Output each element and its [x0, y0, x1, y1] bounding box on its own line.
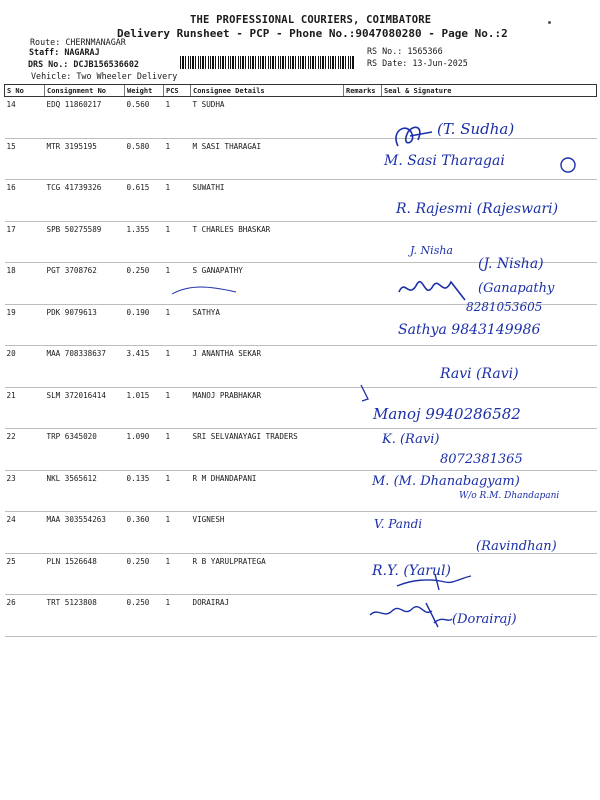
col-weight: Weight	[125, 85, 164, 97]
pcs-value: 1	[165, 183, 171, 192]
pcs-value: 1	[165, 224, 171, 234]
weight-value: 0.615	[126, 183, 150, 192]
sno-value: 19	[6, 307, 16, 317]
rs-no-line	[367, 46, 443, 56]
rs-date-line	[367, 58, 468, 68]
table-row	[5, 138, 597, 180]
consignee-value: DORAIRAJ	[192, 598, 230, 607]
cell-pcs	[164, 470, 191, 512]
consignment-value: PDK 9079613	[46, 307, 97, 317]
signature-18-nisha-name: (J. Nisha)	[478, 256, 544, 272]
company-name: THE PROFESSIONAL COURIERS, COIMBATORE	[190, 14, 432, 26]
signature-24: V. Pandi	[374, 517, 423, 531]
weight-value: 0.250	[126, 266, 150, 275]
weight-value: 0.190	[126, 307, 150, 317]
pcs-value: 1	[165, 266, 171, 275]
cell-weight	[125, 429, 164, 471]
pen-mark-21	[358, 383, 372, 405]
cell-weight	[125, 595, 164, 637]
weight-value: 1.355	[126, 224, 150, 234]
signature-19: Sathya 9843149986	[398, 322, 541, 338]
cell-consignment	[45, 97, 125, 139]
cell-consignment	[45, 429, 125, 471]
signature-scribble-14	[388, 120, 440, 154]
consignment-value: MTR 3195195	[46, 141, 97, 151]
pcs-value: 1	[165, 556, 171, 566]
cell-weight	[125, 263, 164, 305]
route-line	[30, 37, 126, 47]
signature-18-ganapathy: (Ganapathy	[478, 281, 555, 296]
cell-consignment	[45, 180, 125, 222]
cell-weight	[125, 97, 164, 139]
drs-label: DRS No.:	[28, 59, 69, 69]
signature-20: Ravi (Ravi)	[440, 366, 519, 382]
sno-value: 25	[6, 556, 16, 566]
cell-pcs	[164, 429, 191, 471]
staff-label: Staff:	[29, 47, 60, 57]
signature-17: R. Rajesmi (Rajeswari)	[396, 201, 559, 217]
signature-22-phone: 8072381365	[440, 452, 523, 467]
consignee-value: SRI SELVANAYAGI TRADERS	[192, 432, 298, 441]
consignment-value: TRP 6345020	[46, 432, 97, 441]
sno-value: 18	[6, 266, 16, 275]
cell-consignment	[45, 346, 125, 388]
consignment-value: EDQ 11860217	[46, 100, 102, 109]
sno-value: 21	[6, 390, 16, 400]
cell-pcs	[164, 346, 191, 388]
col-pcs: PCS	[164, 85, 191, 97]
consignee-value: R M DHANDAPANI	[192, 473, 257, 483]
signature-scribble-26	[366, 593, 456, 633]
cell-consignee	[191, 553, 344, 595]
cell-pcs	[164, 138, 191, 180]
cell-weight	[125, 346, 164, 388]
cell-consignment	[45, 512, 125, 554]
table-row	[5, 553, 597, 595]
consignment-value: SLM 372016414	[46, 390, 106, 400]
cell-consignee	[191, 595, 344, 637]
cell-sno	[5, 263, 45, 305]
staff-line	[29, 47, 100, 57]
route-value: CHERNMANAGAR	[65, 37, 126, 47]
sno-value: 26	[6, 598, 16, 607]
weight-value: 1.090	[126, 432, 150, 441]
cell-consignment	[45, 595, 125, 637]
cell-pcs	[164, 304, 191, 346]
cell-weight	[125, 387, 164, 429]
pcs-value: 1	[165, 307, 171, 317]
cell-sno	[5, 512, 45, 554]
cell-consignee	[191, 97, 344, 139]
vehicle-line	[31, 71, 177, 81]
signature-scribble-18	[395, 270, 475, 310]
consignee-value: MANOJ PRABHAKAR	[192, 390, 262, 400]
cell-pcs	[164, 512, 191, 554]
scan-speck	[548, 21, 551, 24]
col-consignment: Consignment No	[45, 85, 125, 97]
rs-date-label: RS Date:	[367, 58, 408, 68]
weight-value: 0.580	[126, 141, 150, 151]
signature-14: (T. Sudha)	[437, 120, 515, 138]
weight-value: 0.560	[126, 100, 150, 109]
signature-22: K. (Ravi)	[382, 432, 440, 447]
consignee-value: T SUDHA	[192, 100, 225, 109]
signature-25: R.Y. (Yarul)	[372, 563, 451, 579]
signature-15: M. Sasi Tharagai	[384, 153, 505, 169]
weight-value: 3.415	[126, 349, 150, 358]
drs-line	[28, 59, 139, 69]
cell-sno	[5, 553, 45, 595]
consignee-value: M SASI THARAGAI	[192, 141, 262, 151]
runsheet-title: Delivery Runsheet - PCP - Phone No.:9047080280 - Page No.:2	[117, 27, 508, 40]
consignment-value: MAA 303554263	[46, 515, 106, 524]
cell-pcs	[164, 180, 191, 222]
consignee-value: J ANANTHA SEKAR	[192, 349, 262, 358]
cell-remarks	[344, 221, 382, 263]
consignment-value: PLN 1526648	[46, 556, 97, 566]
signature-21: Manoj 9940286582	[373, 405, 521, 423]
consignee-value: SUWATHI	[192, 183, 225, 192]
consignee-value: VIGNESH	[192, 515, 225, 524]
signature-23-wife-of: W/o R.M. Dhandapani	[459, 491, 560, 501]
col-signature: Seal & Signature	[382, 85, 597, 97]
sno-value: 23	[6, 473, 16, 483]
cell-consignment	[45, 553, 125, 595]
cell-sno	[5, 138, 45, 180]
cell-remarks	[344, 180, 382, 222]
cell-weight	[125, 512, 164, 554]
rs-no-label: RS No.:	[367, 46, 403, 56]
cell-pcs	[164, 97, 191, 139]
cell-weight	[125, 470, 164, 512]
consignee-value: SATHYA	[192, 307, 220, 317]
cell-consignment	[45, 138, 125, 180]
signature-18-nisha: J. Nisha	[410, 244, 453, 257]
cell-consignee	[191, 429, 344, 471]
vehicle-label: Vehicle:	[31, 71, 72, 81]
cell-sno	[5, 387, 45, 429]
cell-consignment	[45, 470, 125, 512]
cell-consignment	[45, 221, 125, 263]
consignment-value: SPB 50275589	[46, 224, 102, 234]
cell-consignee	[191, 470, 344, 512]
cell-sno	[5, 595, 45, 637]
col-consignee: Consignee Details	[191, 85, 344, 97]
consignment-value: TCG 41739326	[46, 183, 102, 192]
signature-25-ravindhan: (Ravindhan)	[476, 539, 557, 554]
cell-sno	[5, 221, 45, 263]
sno-value: 22	[6, 432, 16, 441]
consignee-value: T CHARLES BHASKAR	[192, 224, 271, 234]
signature-circle-15	[558, 155, 578, 175]
cell-sno	[5, 346, 45, 388]
drs-value: DCJB156536602	[73, 59, 139, 69]
drs-barcode	[180, 56, 355, 69]
cell-pcs	[164, 221, 191, 263]
pcs-value: 1	[165, 432, 171, 441]
cell-weight	[125, 221, 164, 263]
pcs-value: 1	[165, 390, 171, 400]
cell-consignment	[45, 263, 125, 305]
sno-value: 24	[6, 515, 16, 524]
cell-sno	[5, 429, 45, 471]
consignee-value: S GANAPATHY	[192, 266, 243, 275]
cell-remarks	[344, 304, 382, 346]
cell-consignee	[191, 346, 344, 388]
pcs-value: 1	[165, 515, 171, 524]
rs-date-value: 13-Jun-2025	[412, 58, 468, 68]
signature-23: M. (M. Dhanabagyam)	[372, 474, 520, 489]
cell-pcs	[164, 387, 191, 429]
cell-remarks	[344, 263, 382, 305]
weight-value: 0.250	[126, 556, 150, 566]
cell-consignment	[45, 387, 125, 429]
pen-stroke-18	[170, 280, 240, 304]
cell-remarks	[344, 429, 382, 471]
sno-value: 20	[6, 349, 16, 358]
cell-weight	[125, 304, 164, 346]
signature-18-phone: 8281053605	[466, 300, 543, 314]
cell-consignee	[191, 304, 344, 346]
cell-sno	[5, 180, 45, 222]
pcs-value: 1	[165, 141, 171, 151]
cell-weight	[125, 553, 164, 595]
consignment-value: NKL 3565612	[46, 473, 97, 483]
cell-pcs	[164, 595, 191, 637]
cell-weight	[125, 138, 164, 180]
cell-consignee	[191, 387, 344, 429]
cell-sno	[5, 304, 45, 346]
cell-weight	[125, 180, 164, 222]
signature-26: (Dorairaj)	[452, 612, 517, 627]
pcs-value: 1	[165, 473, 171, 483]
pcs-value: 1	[165, 598, 171, 607]
cell-consignee	[191, 180, 344, 222]
cell-sno	[5, 470, 45, 512]
pcs-value: 1	[165, 349, 171, 358]
cell-sno	[5, 97, 45, 139]
cell-consignee	[191, 221, 344, 263]
cell-remarks	[344, 138, 382, 180]
cell-consignment	[45, 304, 125, 346]
weight-value: 0.360	[126, 515, 150, 524]
table-header-row	[5, 85, 597, 97]
sno-value: 15	[6, 141, 16, 151]
cell-consignee	[191, 138, 344, 180]
cell-remarks	[344, 97, 382, 139]
cell-remarks	[344, 346, 382, 388]
col-sno: S No	[5, 85, 45, 97]
sno-value: 14	[6, 100, 16, 109]
pcs-value: 1	[165, 100, 171, 109]
sno-value: 17	[6, 224, 16, 234]
route-label: Route:	[30, 37, 61, 47]
weight-value: 0.250	[126, 598, 150, 607]
consignment-value: MAA 708338637	[46, 349, 106, 358]
consignment-value: TRT 5123808	[46, 598, 97, 607]
sno-value: 16	[6, 183, 16, 192]
cell-consignee	[191, 512, 344, 554]
col-remarks: Remarks	[344, 85, 382, 97]
consignment-value: PGT 3708762	[46, 266, 97, 275]
weight-value: 1.015	[126, 390, 150, 400]
rs-no-value: 1565366	[407, 46, 443, 56]
cell-pcs	[164, 553, 191, 595]
staff-value: NAGARAJ	[64, 47, 100, 57]
weight-value: 0.135	[126, 473, 150, 483]
vehicle-value: Two Wheeler Delivery	[76, 71, 178, 81]
consignee-value: R B YARULPRATEGA	[192, 556, 266, 566]
